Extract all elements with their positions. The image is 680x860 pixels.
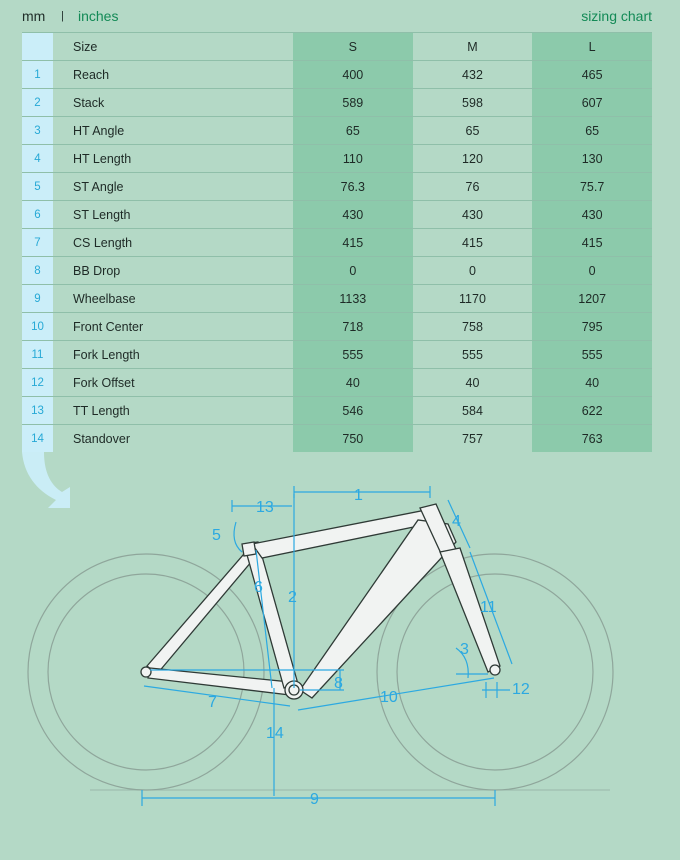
table-row: [22, 201, 652, 229]
table-row: [22, 229, 652, 257]
label-13: 13: [256, 499, 274, 516]
size-l-header: L: [532, 33, 652, 61]
row-number: 8: [22, 257, 53, 285]
value-m: 0: [413, 257, 533, 285]
value-s: 546: [293, 397, 413, 425]
value-m: 757: [413, 425, 533, 453]
value-s: 750: [293, 425, 413, 453]
value-s: 400: [293, 61, 413, 89]
label-12: 12: [512, 681, 530, 698]
value-l: 1207: [532, 285, 652, 313]
value-s: 0: [293, 257, 413, 285]
measurement-name: Standover: [73, 431, 130, 446]
value-l: 763: [532, 425, 652, 453]
measurement-name: ST Length: [53, 201, 293, 229]
row-number: 5: [22, 173, 53, 201]
pointer-arrow-icon: [22, 452, 70, 508]
table-row: [22, 285, 652, 313]
label-9: 9: [310, 791, 319, 808]
unit-separator: |: [61, 10, 64, 22]
label-4: 4: [452, 513, 461, 530]
value-l: 130: [532, 145, 652, 173]
geometry-table: [22, 32, 652, 452]
measurement-name: TT Length: [53, 397, 293, 425]
table-header-row: [22, 33, 652, 61]
table-row: [22, 397, 652, 425]
value-l: 795: [532, 313, 652, 341]
measurement-name: Fork Offset: [53, 369, 293, 397]
label-3: 3: [460, 641, 469, 658]
row-number: 3: [22, 117, 53, 145]
value-l: 555: [532, 341, 652, 369]
row-number: 1: [22, 61, 53, 89]
table-row: [22, 257, 652, 285]
table-row: [22, 61, 652, 89]
value-m: 415: [413, 229, 533, 257]
unit-inches-toggle[interactable]: inches: [78, 8, 119, 24]
label-10: 10: [380, 689, 398, 706]
label-14: 14: [266, 725, 284, 742]
row-number: 6: [22, 201, 53, 229]
value-m: 432: [413, 61, 533, 89]
label-1: 1: [354, 487, 363, 504]
value-l: 65: [532, 117, 652, 145]
value-l: 0: [532, 257, 652, 285]
label-6: 6: [254, 579, 263, 596]
value-l: 622: [532, 397, 652, 425]
measurement-name: Reach: [53, 61, 293, 89]
label-2: 2: [288, 589, 297, 606]
value-m: 65: [413, 117, 533, 145]
row-number: 10: [22, 313, 53, 341]
table-row: [22, 145, 652, 173]
row-number-header: [22, 33, 53, 61]
value-s: 65: [293, 117, 413, 145]
value-s: 76.3: [293, 173, 413, 201]
value-l: 40: [532, 369, 652, 397]
value-s: 1133: [293, 285, 413, 313]
value-m: 555: [413, 341, 533, 369]
table-row: [22, 341, 652, 369]
table-row: [22, 117, 652, 145]
value-l: 415: [532, 229, 652, 257]
value-s: 415: [293, 229, 413, 257]
measurement-name: HT Length: [53, 145, 293, 173]
bike-geometry-diagram: [0, 452, 680, 860]
label-7: 7: [208, 694, 217, 711]
value-m: 120: [413, 145, 533, 173]
measurement-name: Stack: [53, 89, 293, 117]
value-s: 589: [293, 89, 413, 117]
table-row: [22, 369, 652, 397]
unit-mm-toggle[interactable]: mm: [22, 8, 46, 24]
value-s: 110: [293, 145, 413, 173]
label-8: 8: [334, 675, 343, 692]
value-m: 584: [413, 397, 533, 425]
value-s: 555: [293, 341, 413, 369]
size-m-header: M: [413, 33, 533, 61]
value-m: 1170: [413, 285, 533, 313]
table-row: [22, 313, 652, 341]
top-bar: [0, 0, 680, 32]
size-label: Size: [53, 33, 293, 61]
row-number: 13: [22, 397, 53, 425]
table-row: [22, 89, 652, 117]
value-m: 758: [413, 313, 533, 341]
value-l: 607: [532, 89, 652, 117]
measurement-name: BB Drop: [53, 257, 293, 285]
value-m: 430: [413, 201, 533, 229]
table-row: [22, 173, 652, 201]
measurement-name: ST Angle: [53, 173, 293, 201]
value-m: 40: [413, 369, 533, 397]
measurement-name: Fork Length: [53, 341, 293, 369]
label-5: 5: [212, 527, 221, 544]
value-m: 76: [413, 173, 533, 201]
row-number: 7: [22, 229, 53, 257]
table-row: [22, 425, 652, 453]
measurement-name: Front Center: [53, 313, 293, 341]
row-number: 11: [22, 341, 53, 369]
value-l: 430: [532, 201, 652, 229]
size-s-header: S: [293, 33, 413, 61]
chart-title: sizing chart: [581, 8, 652, 24]
value-m: 598: [413, 89, 533, 117]
label-11: 11: [480, 599, 497, 616]
value-l: 75.7: [532, 173, 652, 201]
measurement-name: HT Angle: [53, 117, 293, 145]
row-number: 12: [22, 369, 53, 397]
row-number: 4: [22, 145, 53, 173]
row-number: 9: [22, 285, 53, 313]
value-s: 718: [293, 313, 413, 341]
measurement-name: CS Length: [53, 229, 293, 257]
row-number: 14: [22, 425, 53, 453]
row-number: 2: [22, 89, 53, 117]
value-s: 40: [293, 369, 413, 397]
value-l: 465: [532, 61, 652, 89]
measurement-name: Wheelbase: [53, 285, 293, 313]
value-s: 430: [293, 201, 413, 229]
